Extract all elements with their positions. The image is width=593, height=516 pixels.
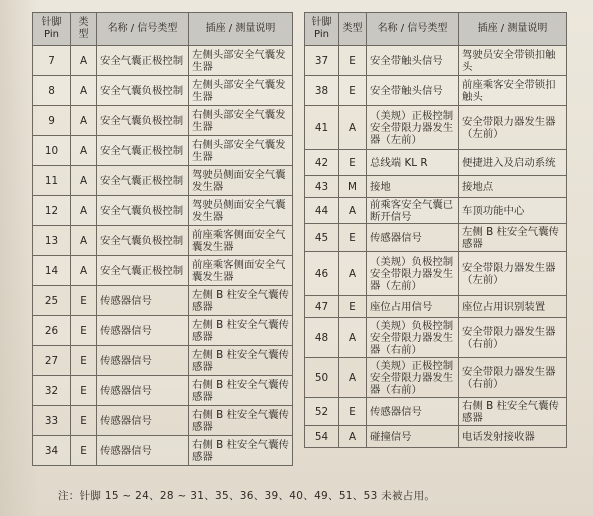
pin-cell: 7 bbox=[33, 46, 71, 76]
type-cell: E bbox=[339, 46, 367, 76]
pin-cell: 43 bbox=[305, 176, 339, 198]
table-row bbox=[33, 436, 293, 466]
table-row bbox=[305, 150, 567, 176]
pin-cell: 11 bbox=[33, 166, 71, 196]
socket-cell: 右侧 B 柱安全气囊传感器 bbox=[189, 376, 293, 406]
type-cell: A bbox=[71, 256, 97, 286]
table-row bbox=[305, 398, 567, 426]
pin-cell: 10 bbox=[33, 136, 71, 166]
name-cell: 安全带触头信号 bbox=[367, 46, 459, 76]
pin-cell: 14 bbox=[33, 256, 71, 286]
pin-cell: 27 bbox=[33, 346, 71, 376]
name-cell: 安全气囊正极控制 bbox=[97, 166, 189, 196]
type-cell: E bbox=[71, 286, 97, 316]
table-row bbox=[33, 226, 293, 256]
table-row bbox=[305, 106, 567, 150]
type-cell: A bbox=[339, 358, 367, 398]
table-row bbox=[305, 318, 567, 358]
table-row bbox=[305, 76, 567, 106]
table-row bbox=[305, 46, 567, 76]
pin-cell: 9 bbox=[33, 106, 71, 136]
name-cell: 座位占用信号 bbox=[367, 296, 459, 318]
table-row bbox=[305, 198, 567, 224]
table-row bbox=[33, 376, 293, 406]
header-name: 名称 / 信号类型 bbox=[367, 13, 459, 46]
table-row bbox=[305, 296, 567, 318]
header-name: 名称 / 信号类型 bbox=[97, 13, 189, 46]
name-cell: 传感器信号 bbox=[367, 224, 459, 252]
table-row bbox=[33, 136, 293, 166]
socket-cell: 座位占用识别装置 bbox=[459, 296, 567, 318]
type-cell: A bbox=[339, 426, 367, 448]
socket-cell: 接地点 bbox=[459, 176, 567, 198]
socket-cell: 前座乘客侧面安全气囊发生器 bbox=[189, 256, 293, 286]
pin-cell: 8 bbox=[33, 76, 71, 106]
type-cell: A bbox=[339, 198, 367, 224]
type-cell: E bbox=[71, 346, 97, 376]
name-cell: 安全气囊正极控制 bbox=[97, 136, 189, 166]
table-row bbox=[33, 196, 293, 226]
socket-cell: 安全带限力器发生器（右前） bbox=[459, 318, 567, 358]
pin-cell: 50 bbox=[305, 358, 339, 398]
header-type: 类型 bbox=[339, 13, 367, 46]
pin-cell: 42 bbox=[305, 150, 339, 176]
name-cell: （美规）正极控制安全带限力器发生器（右前） bbox=[367, 358, 459, 398]
table-row bbox=[33, 406, 293, 436]
socket-cell: 左侧 B 柱安全气囊传感器 bbox=[189, 316, 293, 346]
header-socket: 插座 / 测量说明 bbox=[189, 13, 293, 46]
name-cell: 总线端 KL R bbox=[367, 150, 459, 176]
socket-cell: 安全带限力器发生器（右前） bbox=[459, 358, 567, 398]
type-cell: E bbox=[71, 406, 97, 436]
type-cell: A bbox=[71, 46, 97, 76]
table-row bbox=[33, 106, 293, 136]
socket-cell: 右侧头部安全气囊发生器 bbox=[189, 136, 293, 166]
header-pin: 针脚 Pin bbox=[33, 13, 71, 46]
table-row bbox=[33, 166, 293, 196]
socket-cell: 安全带限力器发生器（左前） bbox=[459, 252, 567, 296]
pin-cell: 44 bbox=[305, 198, 339, 224]
socket-cell: 左侧头部安全气囊发生器 bbox=[189, 46, 293, 76]
type-cell: E bbox=[71, 316, 97, 346]
type-cell: A bbox=[71, 76, 97, 106]
name-cell: 安全气囊负极控制 bbox=[97, 196, 189, 226]
pin-cell: 45 bbox=[305, 224, 339, 252]
pin-cell: 25 bbox=[33, 286, 71, 316]
socket-cell: 便捷进入及启动系统 bbox=[459, 150, 567, 176]
name-cell: 传感器信号 bbox=[367, 398, 459, 426]
pin-cell: 37 bbox=[305, 46, 339, 76]
pin-cell: 12 bbox=[33, 196, 71, 226]
socket-cell: 驾驶员安全带锁扣触头 bbox=[459, 46, 567, 76]
table-row bbox=[33, 256, 293, 286]
table-row bbox=[305, 252, 567, 296]
table-row bbox=[33, 286, 293, 316]
type-cell: E bbox=[71, 436, 97, 466]
name-cell: 传感器信号 bbox=[97, 376, 189, 406]
name-cell: （美规）正极控制安全带限力器发生器（左前） bbox=[367, 106, 459, 150]
type-cell: A bbox=[339, 318, 367, 358]
type-cell: E bbox=[339, 296, 367, 318]
socket-cell: 驾驶员侧面安全气囊发生器 bbox=[189, 166, 293, 196]
socket-cell: 驾驶员侧面安全气囊发生器 bbox=[189, 196, 293, 226]
name-cell: 传感器信号 bbox=[97, 316, 189, 346]
socket-cell: 电话发射接收器 bbox=[459, 426, 567, 448]
pin-table-left bbox=[32, 12, 293, 466]
name-cell: （美规）负极控制安全带限力器发生器（左前） bbox=[367, 252, 459, 296]
socket-cell: 左侧 B 柱安全气囊传感器 bbox=[189, 286, 293, 316]
name-cell: 安全气囊正极控制 bbox=[97, 46, 189, 76]
footnote: 注：针脚 15 ~ 24、28 ~ 31、35、36、39、40、49、51、53 未被占用。 bbox=[58, 490, 436, 502]
socket-cell: 右侧 B 柱安全气囊传感器 bbox=[189, 436, 293, 466]
type-cell: A bbox=[71, 196, 97, 226]
table-row bbox=[33, 76, 293, 106]
name-cell: 碰撞信号 bbox=[367, 426, 459, 448]
socket-cell: 右侧 B 柱安全气囊传感器 bbox=[459, 398, 567, 426]
table-row bbox=[305, 176, 567, 198]
name-cell: 安全气囊负极控制 bbox=[97, 76, 189, 106]
pin-cell: 34 bbox=[33, 436, 71, 466]
pin-cell: 38 bbox=[305, 76, 339, 106]
pin-cell: 52 bbox=[305, 398, 339, 426]
name-cell: 安全气囊负极控制 bbox=[97, 106, 189, 136]
type-cell: E bbox=[339, 150, 367, 176]
socket-cell: 左侧头部安全气囊发生器 bbox=[189, 76, 293, 106]
name-cell: （美规）负极控制安全带限力器发生器（右前） bbox=[367, 318, 459, 358]
pin-cell: 47 bbox=[305, 296, 339, 318]
type-cell: A bbox=[339, 252, 367, 296]
socket-cell: 前座乘客安全带锁扣触头 bbox=[459, 76, 567, 106]
type-cell: E bbox=[339, 76, 367, 106]
socket-cell: 车顶功能中心 bbox=[459, 198, 567, 224]
pin-cell: 48 bbox=[305, 318, 339, 358]
pin-table-right bbox=[304, 12, 567, 448]
socket-cell: 前座乘客侧面安全气囊发生器 bbox=[189, 226, 293, 256]
header-socket: 插座 / 测量说明 bbox=[459, 13, 567, 46]
pin-cell: 41 bbox=[305, 106, 339, 150]
pin-cell: 32 bbox=[33, 376, 71, 406]
socket-cell: 右侧头部安全气囊发生器 bbox=[189, 106, 293, 136]
socket-cell: 左侧 B 柱安全气囊传感器 bbox=[459, 224, 567, 252]
type-cell: E bbox=[339, 224, 367, 252]
table-row bbox=[305, 224, 567, 252]
type-cell: A bbox=[71, 106, 97, 136]
pin-cell: 33 bbox=[33, 406, 71, 436]
table-row bbox=[33, 316, 293, 346]
name-cell: 传感器信号 bbox=[97, 406, 189, 436]
name-cell: 传感器信号 bbox=[97, 286, 189, 316]
type-cell: A bbox=[71, 166, 97, 196]
type-cell: E bbox=[71, 376, 97, 406]
table-row bbox=[33, 46, 293, 76]
header-pin: 针脚 Pin bbox=[305, 13, 339, 46]
name-cell: 传感器信号 bbox=[97, 436, 189, 466]
table-row bbox=[33, 346, 293, 376]
table-row bbox=[305, 358, 567, 398]
name-cell: 安全气囊负极控制 bbox=[97, 226, 189, 256]
name-cell: 安全带触头信号 bbox=[367, 76, 459, 106]
table-row bbox=[305, 426, 567, 448]
table-header-row bbox=[305, 13, 567, 46]
pin-cell: 54 bbox=[305, 426, 339, 448]
type-cell: A bbox=[71, 226, 97, 256]
name-cell: 前乘客安全气囊已断开信号 bbox=[367, 198, 459, 224]
type-cell: M bbox=[339, 176, 367, 198]
socket-cell: 安全带限力器发生器（左前） bbox=[459, 106, 567, 150]
pin-cell: 46 bbox=[305, 252, 339, 296]
pin-cell: 13 bbox=[33, 226, 71, 256]
type-cell: A bbox=[339, 106, 367, 150]
name-cell: 接地 bbox=[367, 176, 459, 198]
name-cell: 安全气囊正极控制 bbox=[97, 256, 189, 286]
table-header-row bbox=[33, 13, 293, 46]
name-cell: 传感器信号 bbox=[97, 346, 189, 376]
pin-cell: 26 bbox=[33, 316, 71, 346]
header-type: 类型 bbox=[71, 13, 97, 46]
type-cell: A bbox=[71, 136, 97, 166]
socket-cell: 右侧 B 柱安全气囊传感器 bbox=[189, 406, 293, 436]
type-cell: E bbox=[339, 398, 367, 426]
socket-cell: 左侧 B 柱安全气囊传感器 bbox=[189, 346, 293, 376]
